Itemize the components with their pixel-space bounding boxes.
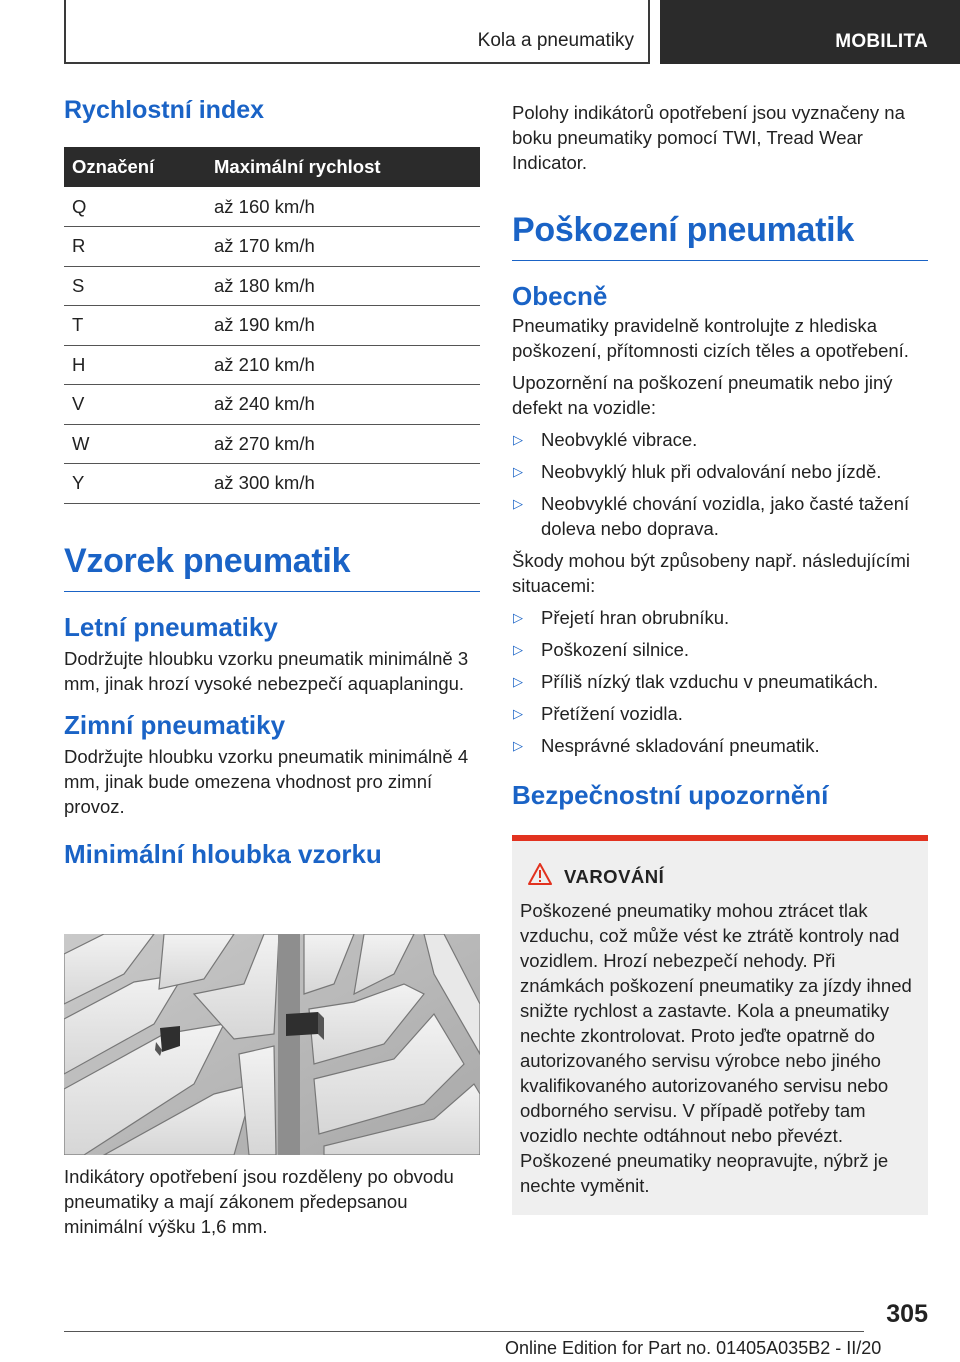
code-cell: T	[64, 306, 206, 346]
min-depth-heading: Minimální hloubka vzorku	[64, 838, 382, 869]
triangle-bullet-icon: ▷	[513, 610, 523, 625]
list-item: ▷ Nesprávné skladování pneumatik.	[513, 735, 820, 756]
chapter-tab-label: MOBILITA	[835, 31, 928, 52]
speed-index-table	[64, 147, 480, 504]
triangle-bullet-icon: ▷	[513, 464, 523, 479]
table-row	[64, 424, 480, 464]
twi-text: Polohy indikátorů opotřebení jsou vyznačeny na boku pneumatiky pomocí TWI, Tread Wear Indicator.	[512, 102, 905, 173]
list-item: ▷ Příliš nízký tlak vzduchu v pneumatikách.	[513, 671, 879, 692]
list-item: ▷ Neobvyklé vibrace.	[513, 429, 698, 450]
column-header-max-speed: Maximální rychlost	[206, 147, 480, 187]
speed-cell: až 270 km/h	[206, 424, 480, 464]
tread-wear-indicator-image	[64, 934, 480, 1155]
list-item: ▷ Neobvyklý hluk při odvalování nebo jízdě.	[513, 461, 882, 482]
code-cell: Y	[64, 464, 206, 504]
general-heading: Obecně	[512, 281, 608, 311]
table-row	[64, 385, 480, 425]
damage-heading: Poškození pneumatik	[512, 211, 928, 261]
winter-heading: Zimní pneumatiky	[64, 709, 286, 740]
section-title: Kola a pneumatiky	[477, 30, 634, 51]
table-row	[64, 306, 480, 346]
winter-text: Dodržujte hloubku vzorku pneumatik minimálně 4 mm, jinak bude omezena vhodnost pro zimní provoz.	[64, 745, 469, 817]
triangle-bullet-icon: ▷	[513, 496, 523, 511]
code-cell: V	[64, 385, 206, 425]
speed-cell: až 170 km/h	[206, 227, 480, 267]
triangle-bullet-icon: ▷	[513, 642, 523, 657]
triangle-bullet-icon: ▷	[513, 674, 523, 689]
list-item: ▷ Přetížení vozidla.	[513, 703, 683, 724]
column-header-code: Označení	[64, 147, 206, 187]
header-frame	[64, 0, 650, 64]
tread-heading: Vzorek pneumatik	[64, 542, 480, 592]
causes-text: Škody mohou být způsobeny např. následujícími situacemi:	[512, 550, 910, 596]
safety-heading: Bezpečnostní upozornění	[512, 780, 829, 810]
summer-text: Dodržujte hloubku vzorku pneumatik minimálně 3 mm, jinak hrozí vysoké nebezpečí aquaplaningu.	[64, 647, 469, 694]
summer-heading: Letní pneumatiky	[64, 611, 278, 642]
triangle-bullet-icon: ▷	[513, 706, 523, 721]
warning-box	[512, 835, 928, 1215]
image-caption: Indikátory opotřebení jsou rozděleny po obvodu pneumatiky a mají zákonem předepsanou minimální výšku 1,6 mm.	[64, 1166, 454, 1237]
table-row	[64, 345, 480, 385]
list-item: ▷ Přejetí hran obrubníku.	[513, 607, 730, 628]
table-header-row	[64, 147, 480, 187]
warning-text: Poškozené pneumatiky mohou ztrácet tlak vzduchu, což může vést ke ztrátě kontroly nad vozidlem. Hrozí nebezpečí nehody. Při známkách poškození pneumatiky za jízdy ihned snižte rychlost a zastavte. Kola a pneumatiky nechte zkontrolovat. Proto jeďte opatrně do autorizovaného servisu výrobce nebo jiného kvalifikovaného autorizovaného servisu nebo odborného servisu. V případě potřeby tam vozidlo nechte odtáhnout nebo převézt. Poškozené pneumatiky neopravujte, nýbrž je nechte vyměnit.	[520, 900, 912, 1196]
code-cell: S	[64, 266, 206, 306]
edition-footer: Online Edition for Part no. 01405A035B2 - II/20	[505, 1338, 882, 1358]
warning-triangle-icon	[528, 863, 552, 890]
warning-label: VAROVÁNÍ	[564, 865, 665, 887]
list-item: ▷ Neobvyklé chování vozidla, jako časté tažení doleva nebo doprava.	[513, 493, 910, 539]
warning-header	[528, 863, 918, 890]
code-cell: H	[64, 345, 206, 385]
general-text-1: Pneumatiky pravidelně kontrolujte z hlediska poškození, přítomnosti cizích těles a opotřebení.	[512, 315, 909, 361]
footer-divider	[64, 1331, 864, 1332]
table-row	[64, 187, 480, 227]
chapter-tab[interactable]	[660, 0, 960, 64]
triangle-bullet-icon: ▷	[513, 738, 523, 753]
table-row	[64, 266, 480, 306]
left-column	[64, 96, 480, 870]
speed-cell: až 180 km/h	[206, 266, 480, 306]
general-text-2: Upozornění na poškození pneumatik nebo jiný defekt na vozidle:	[512, 372, 893, 418]
speed-index-heading: Rychlostní index	[64, 96, 265, 124]
speed-cell: až 210 km/h	[206, 345, 480, 385]
list-item: ▷ Poškození silnice.	[513, 639, 690, 660]
speed-cell: až 300 km/h	[206, 464, 480, 504]
speed-cell: až 160 km/h	[206, 187, 480, 227]
page-number: 305	[886, 1300, 928, 1328]
table-row	[64, 227, 480, 267]
speed-cell: až 240 km/h	[206, 385, 480, 425]
defect-list	[512, 427, 928, 541]
table-row	[64, 464, 480, 504]
code-cell: R	[64, 227, 206, 267]
cause-list	[512, 605, 928, 758]
code-cell: W	[64, 424, 206, 464]
triangle-bullet-icon: ▷	[513, 432, 523, 447]
speed-cell: až 190 km/h	[206, 306, 480, 346]
right-column	[512, 96, 928, 811]
code-cell: Q	[64, 187, 206, 227]
